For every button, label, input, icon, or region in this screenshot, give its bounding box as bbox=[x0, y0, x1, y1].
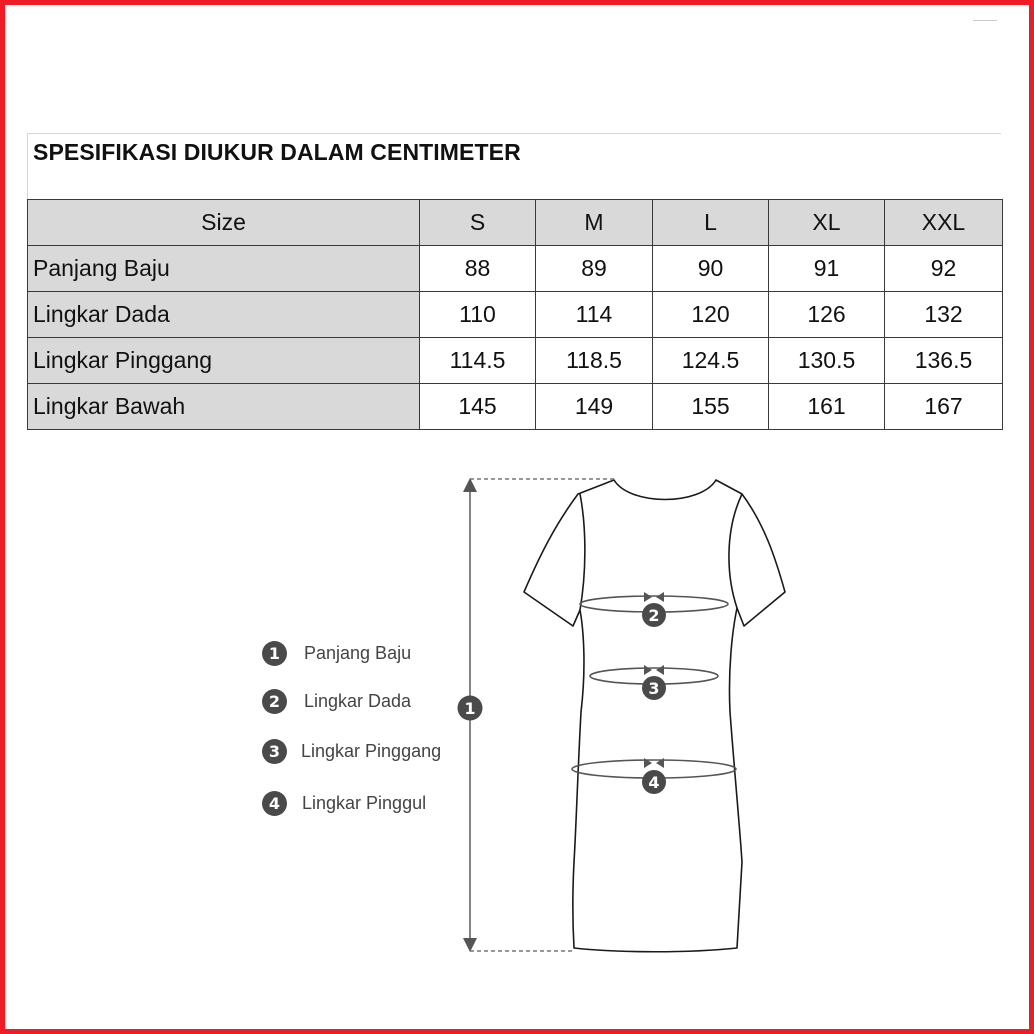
table-cell: 114 bbox=[536, 292, 653, 338]
row-label: Panjang Baju bbox=[28, 246, 420, 292]
row-label: Lingkar Bawah bbox=[28, 384, 420, 430]
marker-waist bbox=[642, 676, 666, 700]
table-cell: 145 bbox=[420, 384, 536, 430]
table-cell: 132 bbox=[885, 292, 1003, 338]
table-cell: 136.5 bbox=[885, 338, 1003, 384]
table-cell: 110 bbox=[420, 292, 536, 338]
table-cell: 167 bbox=[885, 384, 1003, 430]
table-cell: 91 bbox=[769, 246, 885, 292]
header-xxl: XXL bbox=[885, 200, 1003, 246]
number-badge-icon: 3 bbox=[262, 739, 287, 764]
marker-waist-number: 3 bbox=[648, 679, 660, 698]
legend-label: Lingkar Pinggul bbox=[302, 792, 427, 813]
marker-hip bbox=[642, 770, 666, 794]
header-size: Size bbox=[28, 200, 420, 246]
number-badge-icon: 1 bbox=[262, 641, 287, 666]
row-label: Lingkar Dada bbox=[28, 292, 420, 338]
marker-length-number: 1 bbox=[464, 699, 476, 718]
table-cell: 118.5 bbox=[536, 338, 653, 384]
table-cell: 88 bbox=[420, 246, 536, 292]
legend-label: Lingkar Dada bbox=[304, 690, 412, 711]
table-cell: 90 bbox=[653, 246, 769, 292]
table-cell: 130.5 bbox=[769, 338, 885, 384]
header-s: S bbox=[420, 200, 536, 246]
marker-hip-number: 4 bbox=[648, 773, 660, 792]
header-m: M bbox=[536, 200, 653, 246]
number-badge-icon: 2 bbox=[262, 689, 287, 714]
number-badge-icon: 4 bbox=[262, 791, 287, 816]
dress-outline-icon bbox=[524, 480, 785, 952]
table-cell: 126 bbox=[769, 292, 885, 338]
header-l: L bbox=[653, 200, 769, 246]
table-cell: 89 bbox=[536, 246, 653, 292]
table-cell: 149 bbox=[536, 384, 653, 430]
table-cell: 124.5 bbox=[653, 338, 769, 384]
table-cell: 155 bbox=[653, 384, 769, 430]
legend-label: Panjang Baju bbox=[304, 642, 412, 663]
marker-chest-number: 2 bbox=[648, 606, 660, 625]
length-guide bbox=[463, 478, 614, 952]
table-cell: 120 bbox=[653, 292, 769, 338]
header-xl: XL bbox=[769, 200, 885, 246]
marker-length bbox=[458, 696, 483, 721]
table-cell: 92 bbox=[885, 246, 1003, 292]
table-cell: 161 bbox=[769, 384, 885, 430]
legend-label: Lingkar Pinggang bbox=[301, 740, 442, 761]
page-title: SPESIFIKASI DIUKUR DALAM CENTIMETER bbox=[33, 139, 521, 165]
row-label: Lingkar Pinggang bbox=[28, 338, 420, 384]
table-cell: 114.5 bbox=[420, 338, 536, 384]
marker-chest bbox=[642, 603, 666, 627]
